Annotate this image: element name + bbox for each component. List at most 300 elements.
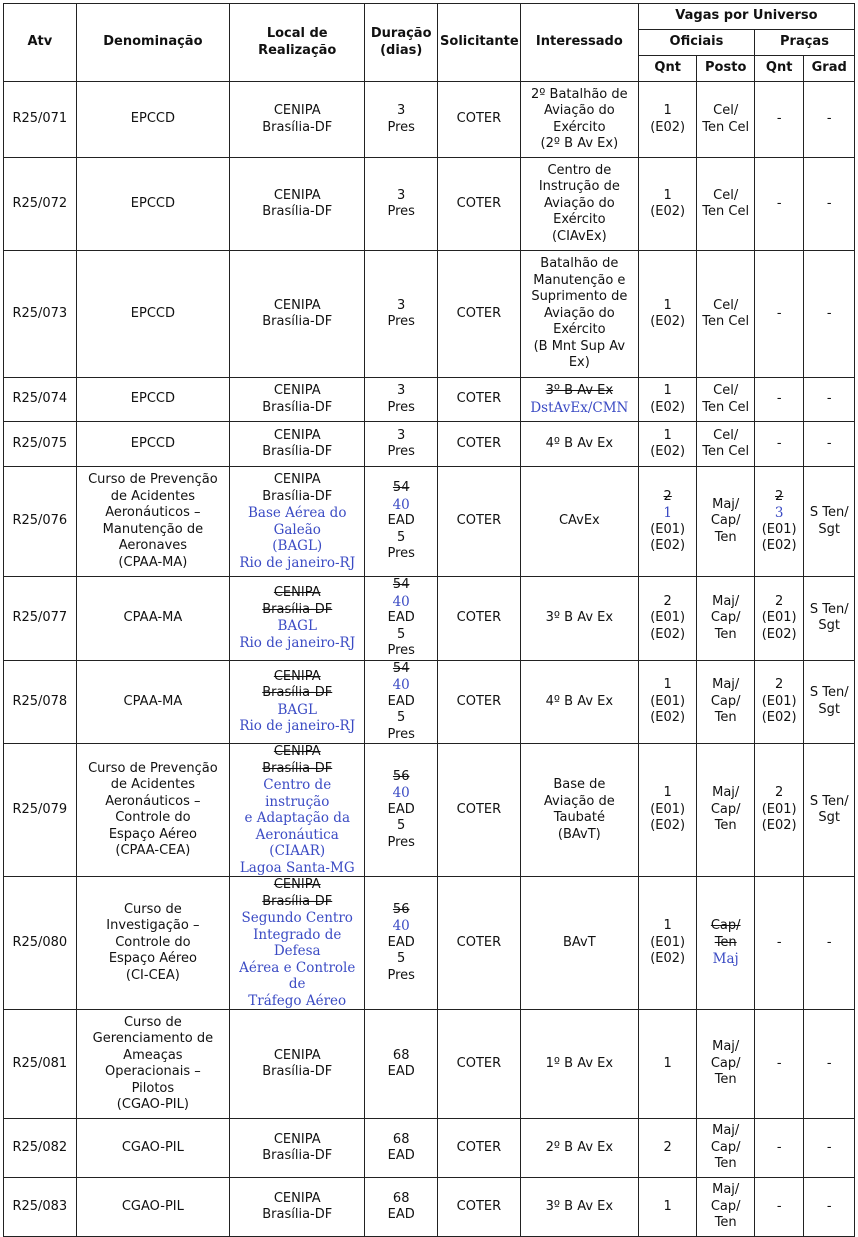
cell-local-line: Rio de janeiro-RJ	[239, 634, 356, 651]
cell-pracas-qnt-line: (E02)	[761, 626, 797, 642]
cell-local	[230, 467, 365, 577]
cell-oficiais-qnt-line: 1	[663, 505, 672, 521]
cell-interessado	[520, 422, 638, 467]
cell-local-line: CENIPA	[273, 1047, 321, 1063]
cell-oficiais-posto-line: Ten Cel	[702, 314, 750, 329]
cell-pracas-grad	[804, 577, 855, 661]
cell-oficiais-qnt-line: (E02)	[650, 119, 686, 135]
cell-interessado	[520, 82, 638, 158]
table-row	[4, 378, 855, 422]
cell-oficiais-posto-line: Cap/	[710, 801, 741, 817]
cell-solicitante: COTER	[438, 744, 521, 877]
cell-pracas-grad-line: Sgt	[818, 810, 841, 825]
cell-pracas-qnt	[754, 877, 803, 1010]
cell-duracao-line: 56	[392, 901, 410, 917]
cell-duracao-line: EAD	[387, 693, 415, 709]
cell-interessado-line: 3º B Av Ex	[545, 1198, 614, 1214]
cell-oficiais-qnt	[638, 744, 697, 877]
cell-local-line: Brasília-DF	[262, 488, 333, 504]
cell-duracao-line: 54	[392, 660, 410, 676]
cell-pracas-qnt-line: (E02)	[761, 710, 797, 725]
cell-local-line: Brasília-DF	[262, 685, 333, 701]
cell-local	[230, 158, 365, 251]
cell-interessado	[520, 251, 638, 378]
cell-interessado-line: Aviação do	[543, 103, 615, 118]
cell-pracas-grad-line: -	[826, 1139, 832, 1155]
cell-denominacao	[76, 577, 229, 661]
cell-oficiais-posto-line: Ten Cel	[702, 444, 750, 459]
cell-duracao-line: Pres	[387, 119, 415, 135]
cell-denominacao-line: Manutenção de	[102, 521, 204, 537]
cell-local-line: CENIPA	[273, 668, 321, 684]
cell-duracao	[365, 577, 438, 661]
cell-duracao-line: EAD	[387, 801, 415, 817]
cell-interessado-line: Exército	[553, 322, 606, 338]
cell-oficiais-qnt-line: 1	[663, 297, 672, 313]
cell-duracao-line: 40	[392, 918, 410, 935]
cell-interessado-line: Aviação do	[543, 195, 615, 211]
cell-duracao	[365, 744, 438, 877]
col-pracas-qnt: Qnt	[754, 56, 803, 82]
cell-local-line: Brasília-DF	[262, 893, 333, 909]
cell-oficiais-qnt-line: (E02)	[650, 710, 686, 725]
cell-atv: R25/079	[4, 744, 77, 877]
cell-pracas-qnt	[754, 1178, 803, 1237]
cell-duracao	[365, 422, 438, 467]
cell-duracao-line: 3	[397, 383, 406, 398]
cell-duracao-line: 40	[392, 496, 410, 513]
cell-pracas-grad	[804, 82, 855, 158]
cell-denominacao-line: de Acidentes	[110, 488, 195, 504]
cell-pracas-grad-line: S Ten/	[809, 793, 849, 809]
cell-oficiais-posto	[697, 1178, 755, 1237]
cell-pracas-qnt-line: -	[776, 1139, 782, 1155]
table-row	[4, 251, 855, 378]
cell-oficiais-posto	[697, 378, 755, 422]
cell-oficiais-qnt-line: (E02)	[650, 314, 686, 329]
cell-denominacao-line: Curso de Prevenção	[88, 760, 218, 776]
cell-local-line: Brasília-DF	[262, 1207, 333, 1222]
cell-solicitante: COTER	[438, 467, 521, 577]
cell-local	[230, 378, 365, 422]
cell-local-line: CENIPA	[273, 383, 321, 398]
cell-duracao-line: Pres	[387, 399, 415, 415]
cell-pracas-grad-line: -	[826, 305, 832, 321]
cell-oficiais-posto-line: Ten	[714, 1072, 737, 1088]
cell-duracao	[365, 660, 438, 744]
cell-local-line: Rio de janeiro-RJ	[239, 554, 356, 571]
cell-oficiais-qnt-line: 1	[663, 427, 672, 443]
cell-oficiais-qnt-line: 1	[663, 383, 672, 398]
cell-local-line: Brasília-DF	[262, 601, 333, 617]
cell-pracas-qnt	[754, 251, 803, 378]
cell-oficiais-posto	[697, 660, 755, 744]
cell-duracao-line: 3	[397, 103, 406, 118]
cell-pracas-qnt-line: 2	[775, 593, 784, 609]
cell-duracao-line: Pres	[387, 444, 415, 459]
col-denominacao: Denominação	[76, 4, 229, 82]
cell-local-line: Brasília-DF	[262, 1064, 333, 1079]
cell-duracao-line: EAD	[387, 1148, 415, 1163]
cell-oficiais-qnt	[638, 251, 697, 378]
cell-duracao-line: 54	[392, 577, 410, 592]
cell-pracas-qnt-line: 2	[775, 677, 784, 692]
cell-interessado	[520, 660, 638, 744]
cell-interessado-line: (CIAvEx)	[551, 228, 607, 244]
cell-oficiais-posto-line: Ten Cel	[702, 399, 750, 415]
cell-pracas-grad-line: S Ten/	[809, 685, 849, 701]
cell-local	[230, 1119, 365, 1178]
cell-denominacao-line: Espaço Aéreo	[108, 826, 197, 842]
cell-pracas-grad	[804, 1178, 855, 1237]
cell-local-line: Brasília-DF	[262, 444, 333, 459]
cell-duracao	[365, 877, 438, 1010]
cell-atv: R25/075	[4, 422, 77, 467]
cell-pracas-qnt	[754, 378, 803, 422]
cell-local-line: BAGL	[277, 701, 317, 718]
cell-solicitante: COTER	[438, 1119, 521, 1178]
cell-oficiais-posto-line: Cap/	[710, 693, 741, 709]
cell-denominacao-line: (CPAA-CEA)	[115, 843, 191, 858]
cell-duracao-line: 68	[392, 1190, 410, 1206]
cell-pracas-qnt-line: -	[776, 305, 782, 321]
header-row-1	[4, 4, 855, 30]
cell-pracas-qnt	[754, 1010, 803, 1119]
cell-local-line: Centro de instrução	[263, 777, 332, 810]
cell-duracao-line: Pres	[387, 834, 415, 850]
cell-interessado	[520, 577, 638, 661]
cell-denominacao	[76, 251, 229, 378]
cell-oficiais-qnt	[638, 577, 697, 661]
col-oficiais-posto: Posto	[697, 56, 755, 82]
cell-oficiais-posto-line: Cap/	[710, 513, 741, 529]
cell-interessado-line: Instrução de	[538, 179, 620, 195]
cell-atv: R25/081	[4, 1010, 77, 1119]
cell-local	[230, 577, 365, 661]
cell-duracao-line: Pres	[387, 967, 415, 983]
cell-oficiais-posto	[697, 877, 755, 1010]
cell-oficiais-qnt	[638, 1119, 697, 1178]
cell-solicitante: COTER	[438, 422, 521, 467]
col-duracao-line-1: Duração	[370, 26, 432, 41]
cell-oficiais-qnt-line: (E01)	[650, 521, 686, 537]
cell-pracas-qnt-line: -	[776, 195, 782, 211]
cell-oficiais-qnt-line: 1	[663, 785, 672, 801]
cell-interessado-line: Ex)	[568, 355, 590, 371]
cell-duracao	[365, 251, 438, 378]
col-local	[230, 4, 365, 82]
cell-solicitante: COTER	[438, 82, 521, 158]
cell-interessado-line: 1º B Av Ex	[545, 1055, 614, 1071]
cell-denominacao-line: CPAA-MA	[123, 693, 183, 709]
table-row	[4, 158, 855, 251]
cell-oficiais-posto	[697, 577, 755, 661]
cell-oficiais-posto-line: Cap/	[710, 1055, 741, 1071]
cell-local	[230, 660, 365, 744]
cell-oficiais-posto-line: Ten	[714, 710, 737, 725]
cell-local-line: CENIPA	[273, 472, 321, 487]
cell-interessado-line: Batalhão de	[540, 256, 619, 272]
cell-pracas-grad-line: -	[826, 391, 832, 407]
cell-local-line: Aeronáutica	[255, 826, 339, 843]
table-row	[4, 82, 855, 158]
col-atv: Atv	[4, 4, 77, 82]
cell-oficiais-posto	[697, 467, 755, 577]
cell-denominacao	[76, 1010, 229, 1119]
cell-oficiais-qnt-line: (E02)	[650, 951, 686, 967]
cell-interessado	[520, 744, 638, 877]
cell-denominacao-line: Aeronáuticos –	[105, 505, 201, 520]
cell-atv: R25/082	[4, 1119, 77, 1178]
cell-solicitante: COTER	[438, 378, 521, 422]
cell-oficiais-qnt	[638, 422, 697, 467]
cell-denominacao-line: (CGAO-PIL)	[116, 1097, 189, 1112]
cell-oficiais-qnt-line: (E02)	[650, 399, 686, 415]
cell-pracas-qnt	[754, 1119, 803, 1178]
cell-local	[230, 1010, 365, 1119]
cell-oficiais-posto-line: Ten	[714, 1215, 737, 1231]
cell-duracao-line: 40	[392, 593, 410, 610]
cell-pracas-grad	[804, 422, 855, 467]
cell-pracas-grad	[804, 744, 855, 877]
cell-oficiais-qnt-line: 1	[663, 677, 672, 692]
cell-duracao-line: EAD	[387, 1207, 415, 1222]
cell-solicitante: COTER	[438, 577, 521, 661]
cell-oficiais-qnt	[638, 158, 697, 251]
cell-local-line: Base Aérea do	[247, 505, 347, 521]
cell-pracas-grad	[804, 158, 855, 251]
cell-oficiais-posto	[697, 1119, 755, 1178]
cell-duracao-line: 5	[397, 951, 406, 967]
cell-interessado	[520, 378, 638, 422]
table-row	[4, 877, 855, 1010]
cell-oficiais-posto	[697, 82, 755, 158]
cell-oficiais-qnt	[638, 1178, 697, 1237]
cell-interessado-line: 3º B Av Ex	[545, 610, 614, 625]
cell-local-line: Brasília-DF	[262, 760, 333, 776]
cell-pracas-grad-line: Sgt	[818, 521, 841, 537]
col-pracas: Praças	[754, 30, 854, 56]
cell-oficiais-posto-line: Cel/	[713, 103, 739, 118]
cell-local-line: Brasília-DF	[262, 1148, 333, 1163]
cell-oficiais-posto	[697, 1010, 755, 1119]
cell-oficiais-qnt	[638, 82, 697, 158]
cell-denominacao-line: Espaço Aéreo	[108, 951, 197, 967]
cell-local	[230, 82, 365, 158]
cell-oficiais-posto-line: Maj/	[712, 496, 740, 512]
cell-local-line: Rio de janeiro-RJ	[239, 718, 356, 735]
cell-pracas-grad-line: Sgt	[818, 618, 841, 634]
cell-atv: R25/077	[4, 577, 77, 661]
cell-oficiais-posto	[697, 422, 755, 467]
cell-oficiais-posto	[697, 744, 755, 877]
cell-pracas-grad-line: S Ten/	[809, 505, 849, 520]
cell-duracao-line: 40	[392, 677, 410, 693]
cell-oficiais-posto-line: Cap/	[710, 1198, 741, 1214]
cell-duracao-line: EAD	[387, 513, 415, 529]
cell-duracao-line: 3	[397, 187, 406, 203]
cell-pracas-grad	[804, 1119, 855, 1178]
cell-denominacao-line: Curso de	[123, 1014, 182, 1030]
cell-denominacao-line: CGAO-PIL	[121, 1198, 184, 1214]
table-row	[4, 577, 855, 661]
cell-interessado-line: Taubaté	[553, 810, 605, 825]
cell-pracas-qnt-line: -	[776, 1198, 782, 1214]
cell-denominacao-line: (CPAA-MA)	[118, 554, 188, 570]
cell-pracas-grad-line: -	[826, 111, 832, 127]
cell-local-line: Brasília-DF	[262, 399, 333, 415]
cell-denominacao-line: Operacionais –	[105, 1064, 201, 1079]
cell-pracas-qnt-line: (E01)	[761, 693, 797, 709]
cell-pracas-qnt-line: (E02)	[761, 538, 797, 553]
cell-oficiais-posto-line: Maj/	[712, 593, 740, 609]
cell-duracao-line: 54	[392, 480, 410, 496]
cell-duracao	[365, 158, 438, 251]
cell-denominacao-line: Controle do	[115, 810, 191, 825]
cell-duracao-line: Pres	[387, 204, 415, 219]
cell-duracao-line: Pres	[387, 546, 415, 562]
cell-denominacao	[76, 158, 229, 251]
cell-interessado	[520, 877, 638, 1010]
cell-oficiais-qnt-line: 1	[663, 1198, 672, 1214]
cell-interessado-line: 4º B Av Ex	[545, 693, 614, 709]
cell-denominacao-line: EPCCD	[130, 111, 175, 127]
cell-pracas-qnt	[754, 158, 803, 251]
cell-pracas-qnt	[754, 660, 803, 744]
cell-oficiais-posto-line: Maj/	[712, 1123, 740, 1139]
table-row	[4, 1178, 855, 1237]
cell-local	[230, 1178, 365, 1237]
cell-denominacao-line: de Acidentes	[110, 777, 195, 792]
cell-denominacao	[76, 1178, 229, 1237]
cell-oficiais-posto-line: Maj/	[712, 1182, 740, 1198]
cell-solicitante: COTER	[438, 877, 521, 1010]
cell-interessado-line: (2º B Av Ex)	[540, 136, 619, 151]
cell-duracao-line: Pres	[387, 643, 415, 658]
cell-oficiais-qnt	[638, 877, 697, 1010]
cell-pracas-qnt-line: (E01)	[761, 610, 797, 625]
cell-atv: R25/071	[4, 82, 77, 158]
cell-duracao-line: 56	[392, 768, 410, 784]
cell-oficiais-qnt-line: (E01)	[650, 610, 686, 625]
cell-pracas-qnt-line: 2	[775, 488, 784, 504]
table-row	[4, 467, 855, 577]
cell-denominacao	[76, 467, 229, 577]
cell-duracao-line: 3	[397, 297, 406, 313]
col-local-line-2: Realização	[258, 42, 337, 58]
cell-oficiais-posto-line: Ten	[714, 818, 737, 834]
col-duracao-line-2: (dias)	[380, 42, 423, 58]
cell-local-line: CENIPA	[273, 103, 321, 118]
cell-pracas-grad-line: -	[826, 435, 832, 451]
cell-pracas-qnt	[754, 577, 803, 661]
cell-oficiais-posto-line: Ten	[714, 934, 737, 950]
cell-local-line: CENIPA	[273, 187, 321, 203]
cell-denominacao-line: (CI-CEA)	[125, 967, 180, 983]
col-oficiais: Oficiais	[638, 30, 754, 56]
cell-denominacao-line: CGAO-PIL	[121, 1139, 184, 1155]
cell-denominacao	[76, 877, 229, 1010]
cell-duracao	[365, 1010, 438, 1119]
cell-duracao-line: 5	[397, 818, 406, 834]
cell-interessado-line: BAvT	[563, 934, 596, 950]
cell-solicitante: COTER	[438, 1178, 521, 1237]
cell-oficiais-qnt-line: 1	[663, 1055, 672, 1071]
cell-oficiais-posto-line: Cap/	[710, 1139, 741, 1155]
cell-atv: R25/076	[4, 467, 77, 577]
table-row	[4, 1119, 855, 1178]
cell-oficiais-qnt-line: (E01)	[650, 934, 686, 950]
cell-local-line: CENIPA	[273, 877, 321, 892]
cell-local-line: Aérea e Controle de	[239, 959, 356, 992]
cell-denominacao	[76, 660, 229, 744]
cell-pracas-qnt-line: -	[776, 111, 782, 127]
cell-oficiais-posto-line: Ten	[714, 529, 737, 545]
cell-duracao-line: EAD	[387, 934, 415, 950]
cell-duracao-line: 5	[397, 626, 406, 642]
cell-atv: R25/080	[4, 877, 77, 1010]
cell-oficiais-qnt	[638, 467, 697, 577]
col-pracas-grad: Grad	[804, 56, 855, 82]
cell-oficiais-posto-line: Cel/	[713, 383, 739, 398]
cell-oficiais-qnt-line: 2	[663, 593, 672, 609]
cell-oficiais-qnt-line: 1	[663, 103, 672, 118]
col-solicitante: Solicitante	[438, 4, 521, 82]
cell-oficiais-posto-line: Cel/	[713, 187, 739, 203]
cell-pracas-qnt-line: (E01)	[761, 801, 797, 817]
cell-duracao-line: 3	[397, 427, 406, 443]
cell-denominacao	[76, 744, 229, 877]
cell-oficiais-posto	[697, 251, 755, 378]
cell-pracas-grad	[804, 467, 855, 577]
col-local-line-1: Local de	[266, 26, 328, 41]
cell-local-line: Galeão	[273, 521, 321, 538]
cell-interessado-line: 3º B Av Ex	[545, 383, 614, 398]
col-duracao	[365, 4, 438, 82]
table-row	[4, 660, 855, 744]
cell-local	[230, 744, 365, 877]
table-row	[4, 1010, 855, 1119]
cell-pracas-qnt-line: -	[776, 391, 782, 407]
cell-interessado-line: Base de	[553, 777, 606, 792]
cell-denominacao	[76, 422, 229, 467]
cell-pracas-grad	[804, 378, 855, 422]
cell-denominacao-line: EPCCD	[130, 195, 175, 211]
cell-pracas-grad	[804, 1010, 855, 1119]
cell-duracao-line: 68	[392, 1047, 410, 1063]
cell-oficiais-posto-line: Maj/	[712, 677, 740, 692]
cell-local-line: CENIPA	[273, 585, 321, 601]
cell-local-line: CENIPA	[273, 744, 321, 759]
cell-interessado	[520, 1178, 638, 1237]
cell-duracao-line: Pres	[387, 726, 415, 742]
cell-solicitante: COTER	[438, 158, 521, 251]
cell-local-line: Brasília-DF	[262, 204, 333, 219]
cell-denominacao-line: Aeronaves	[118, 538, 188, 553]
cell-interessado	[520, 1119, 638, 1178]
cell-denominacao-line: Gerenciamento de	[92, 1031, 214, 1046]
cell-duracao-line: Pres	[387, 314, 415, 329]
cell-atv: R25/078	[4, 660, 77, 744]
cell-oficiais-qnt-line: (E02)	[650, 204, 686, 219]
cell-duracao-line: 68	[392, 1131, 410, 1147]
cell-pracas-qnt	[754, 467, 803, 577]
cell-duracao-line: 5	[397, 710, 406, 725]
cell-local-line: CENIPA	[273, 427, 321, 443]
cell-denominacao-line: EPCCD	[130, 435, 175, 451]
cell-local-line: (CIAAR)	[269, 843, 326, 859]
cell-interessado-line: Exército	[553, 119, 606, 135]
